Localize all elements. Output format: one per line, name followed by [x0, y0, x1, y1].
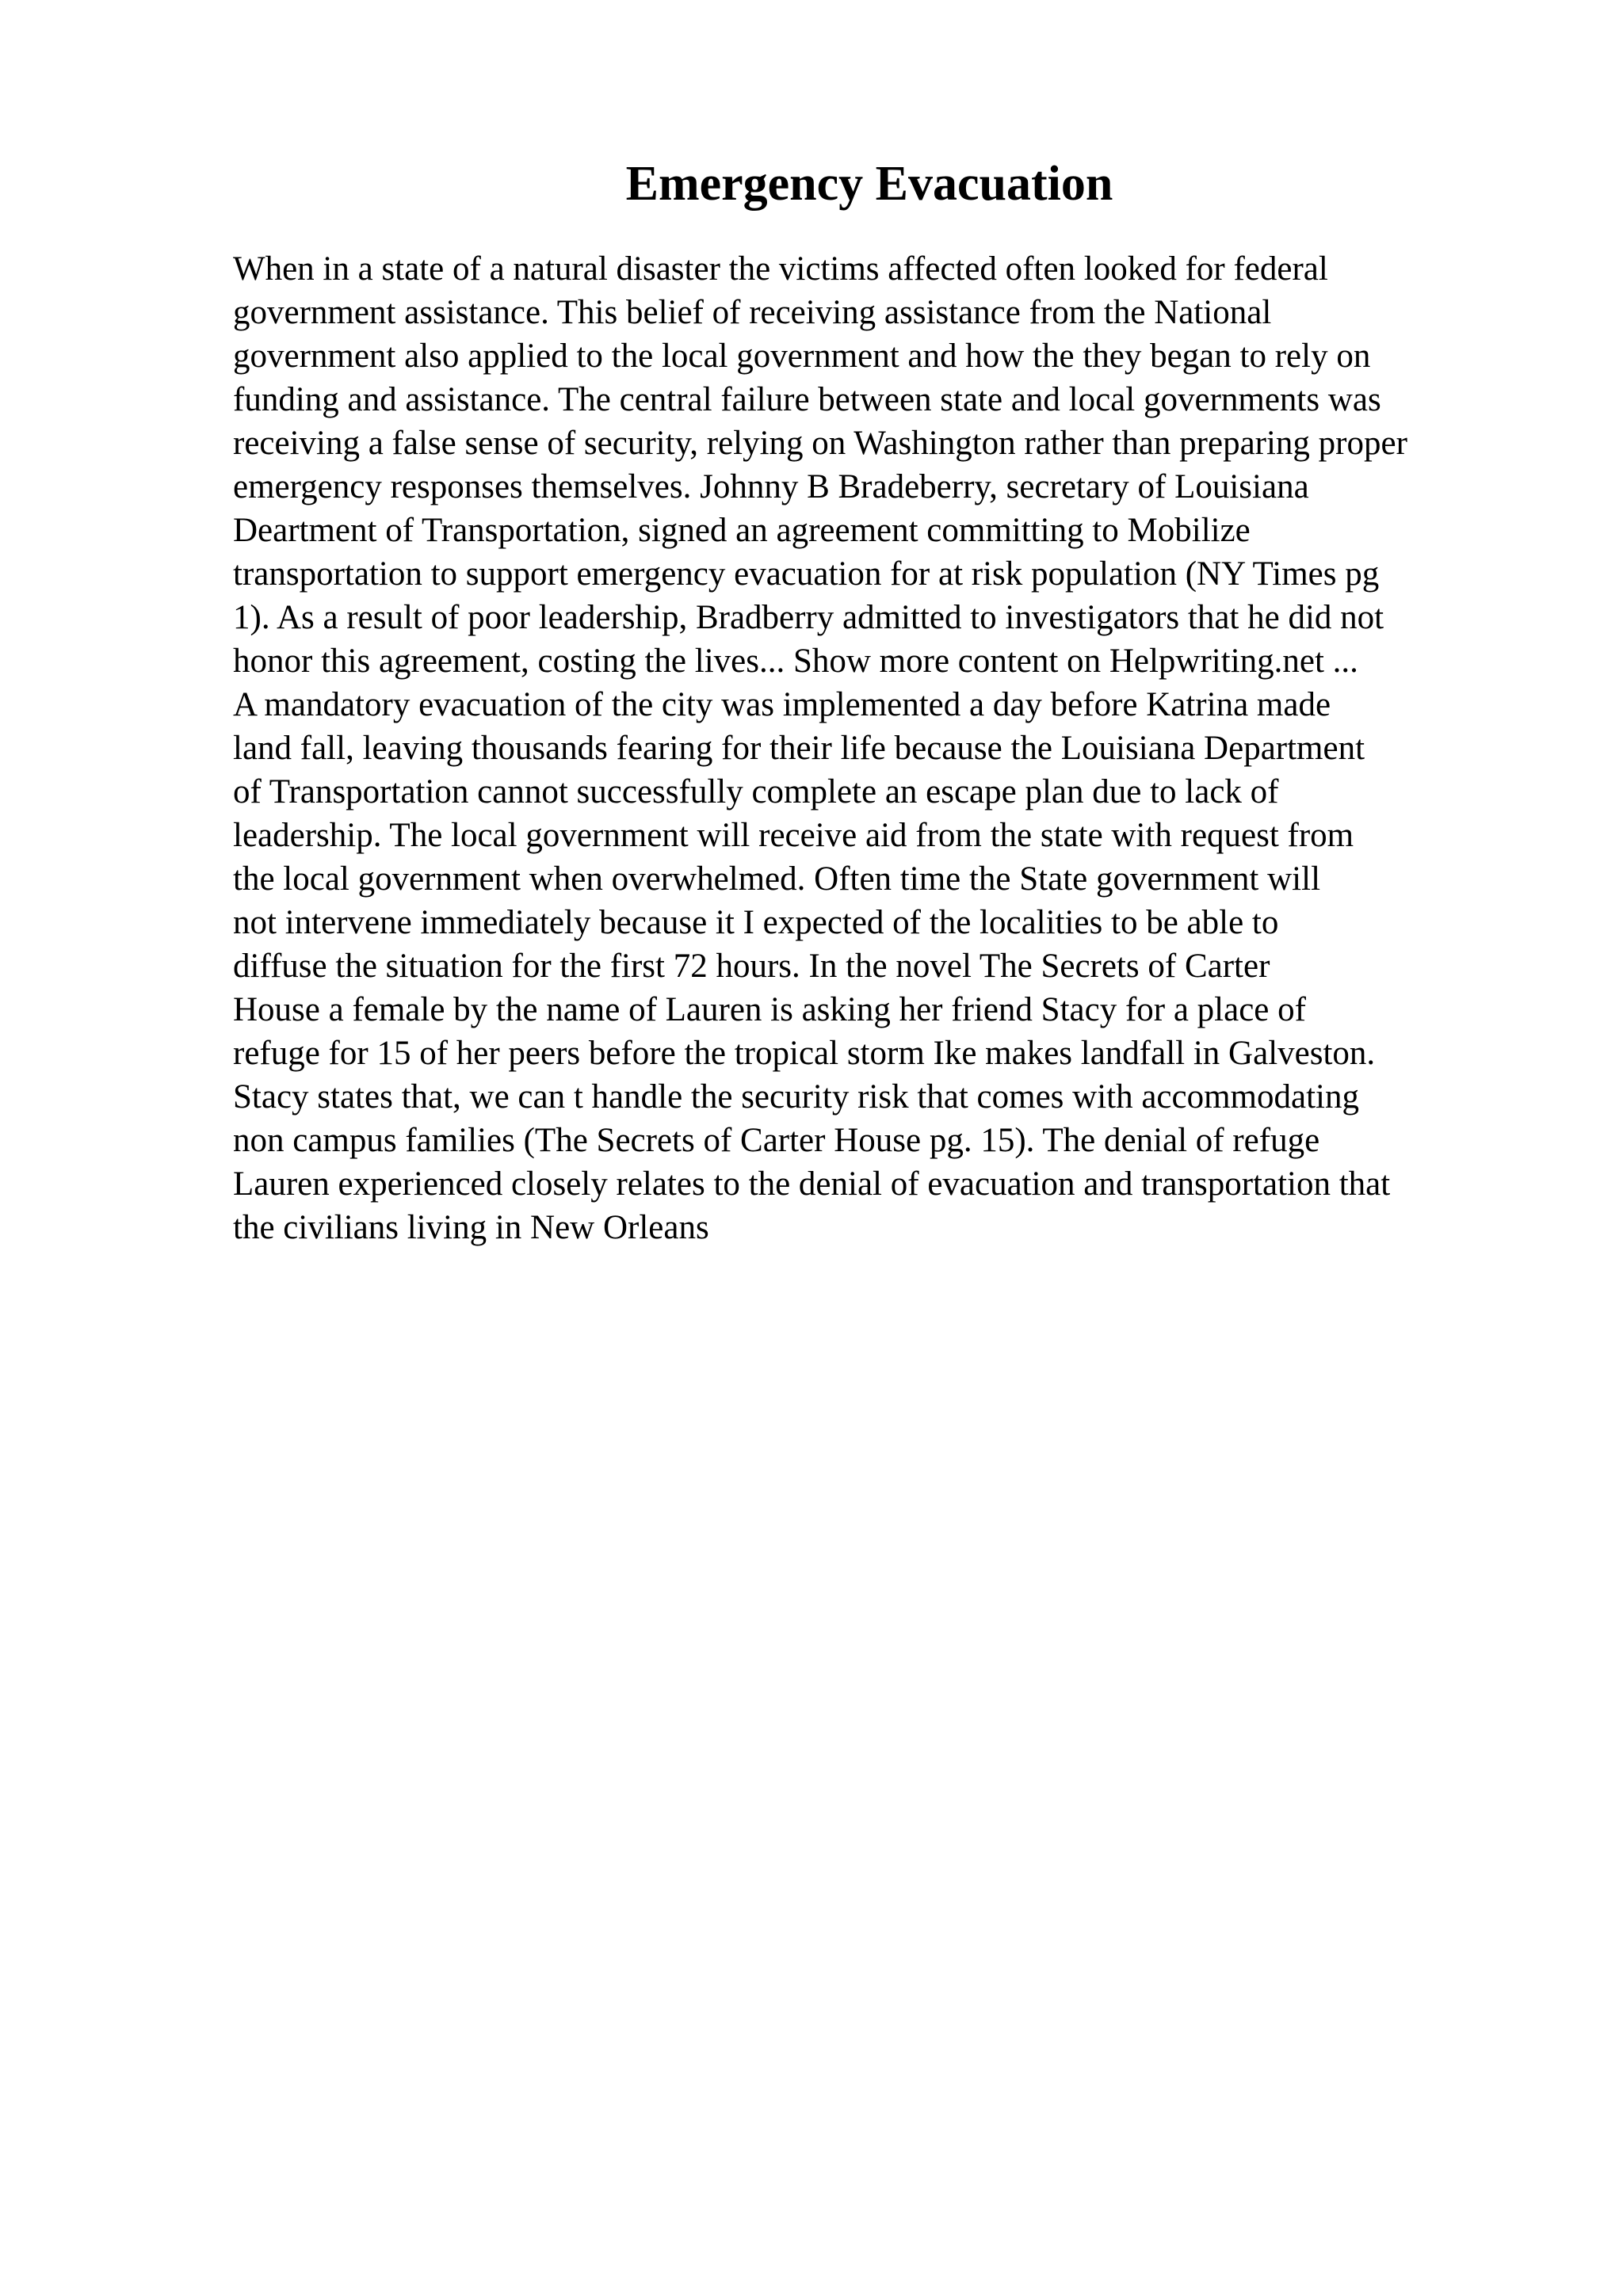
body-line-19: refuge for 15 of her peers before the tropical storm Ike makes landfall in Galveston.	[233, 1035, 1376, 1072]
body-line-7: Deartment of Transportation, signed an agreement committing to Mobilize	[233, 512, 1251, 549]
body-line-5: receiving a false sense of security, relying on Washington rather than preparing proper	[233, 425, 1407, 462]
body-line-22: Lauren experienced closely relates to the denial of evacuation and transportation that	[233, 1165, 1391, 1203]
body-line-3: government also applied to the local government and how the they began to rely on	[233, 338, 1371, 375]
body-line-14: leadership. The local government will receive aid from the state with request from	[233, 817, 1354, 854]
body-line-18: House a female by the name of Lauren is asking her friend Stacy for a place of	[233, 991, 1306, 1028]
body-line-1: When in a state of a natural disaster the victims affected often looked for federal	[233, 250, 1328, 288]
body-line-12: land fall, leaving thousands fearing for their life because the Louisiana Department	[233, 730, 1365, 767]
body-line-8: transportation to support emergency evacuation for at risk population (NY Times pg	[233, 555, 1380, 593]
body-line-10: honor this agreement, costing the lives... Show more content on Helpwriting.net ...	[233, 643, 1358, 680]
body-line-16: not intervene immediately because it I expected of the localities to be able to	[233, 904, 1279, 941]
body-line-15: the local government when overwhelmed. Often time the State government will	[233, 860, 1321, 898]
body-line-6: emergency responses themselves. Johnny B Bradeberry, secretary of Louisiana	[233, 468, 1309, 505]
document-body	[233, 247, 1549, 1249]
body-line-9: 1). As a result of poor leadership, Bradberry admitted to investigators that he did not	[233, 599, 1384, 636]
body-line-23: the civilians living in New Orleans	[233, 1209, 709, 1246]
body-line-2: government assistance. This belief of receiving assistance from the National	[233, 294, 1272, 331]
body-line-13: of Transportation cannot successfully complete an escape plan due to lack of	[233, 773, 1279, 810]
document-title: Emergency Evacuation	[625, 157, 1113, 211]
body-line-11: A mandatory evacuation of the city was implemented a day before Katrina made	[233, 686, 1331, 723]
body-line-17: diffuse the situation for the first 72 hours. In the novel The Secrets of Carter	[233, 948, 1270, 985]
body-line-20: Stacy states that, we can t handle the security risk that comes with accommodating	[233, 1078, 1359, 1116]
body-line-4: funding and assistance. The central failure between state and local governments was	[233, 381, 1381, 418]
body-line-21: non campus families (The Secrets of Carter House pg. 15). The denial of refuge	[233, 1122, 1320, 1159]
